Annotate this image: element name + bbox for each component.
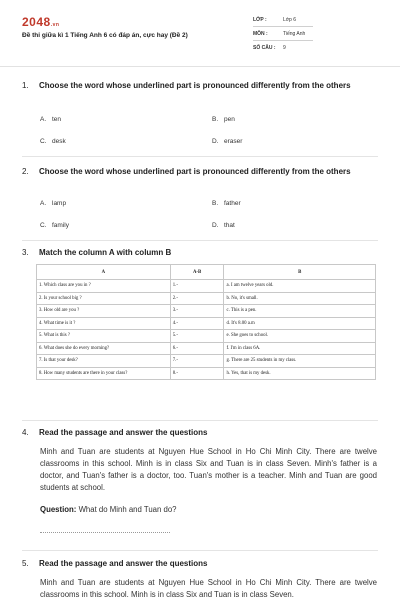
- question-3: [22, 247, 362, 258]
- cell-b: e. She goes to school.: [224, 330, 376, 343]
- table-header-row: [37, 265, 376, 280]
- question-prompt: What do Minh and Tuan do?: [78, 505, 177, 514]
- passage-question: [40, 505, 177, 514]
- cell-a: 3. How old are you ?: [37, 305, 171, 318]
- reading-passage: Minh and Tuan are students at Nguyen Hue School in Ho Chi Minh City. There are twelve classrooms in this school. Minh is in class Six and Tuan is in class Seven.: [40, 578, 377, 599]
- option-1b[interactable]: B. pen: [212, 116, 235, 123]
- table-row: [37, 355, 376, 368]
- column-header-ab: A-B: [170, 265, 224, 280]
- question-1: [22, 80, 362, 91]
- meta-label: SỐ CÂU :: [253, 45, 276, 51]
- cell-ab: 4.-: [170, 317, 224, 330]
- question-label: Question:: [40, 505, 77, 514]
- question-4: [22, 427, 362, 438]
- cell-a: 2. Is your school big ?: [37, 292, 171, 305]
- page-header: [0, 0, 400, 67]
- table-row: [37, 292, 376, 305]
- question-2: [22, 166, 362, 177]
- option-1d[interactable]: D. eraser: [212, 138, 243, 145]
- question-number: 3.: [22, 248, 29, 257]
- question-number: 2.: [22, 167, 29, 176]
- option-2a[interactable]: A. lamp: [40, 200, 67, 207]
- cell-a: 4. What time is it ?: [37, 317, 171, 330]
- question-number: 4.: [22, 428, 29, 437]
- cell-b: a. I am twelve years old.: [224, 280, 376, 293]
- cell-a: 6. What does she do every morning?: [37, 342, 171, 355]
- logo-suffix: .vn: [50, 22, 60, 28]
- table-row: [37, 330, 376, 343]
- cell-ab: 2.-: [170, 292, 224, 305]
- divider: [253, 26, 313, 27]
- question-5: [22, 558, 362, 569]
- cell-b: g. There are 25 students in my class.: [224, 355, 376, 368]
- question-text: Match the column A with column B: [39, 248, 172, 257]
- divider: [253, 40, 313, 41]
- meta-label: LỚP :: [253, 17, 267, 23]
- divider: [22, 240, 378, 241]
- question-text: Read the passage and answer the questions: [39, 559, 208, 568]
- meta-class: [253, 17, 296, 23]
- column-header-a: A: [37, 265, 171, 280]
- meta-value: Tiếng Anh: [283, 31, 306, 37]
- divider: [22, 550, 378, 551]
- cell-b: f. I'm in class 6A.: [224, 342, 376, 355]
- cell-ab: 6.-: [170, 342, 224, 355]
- cell-ab: 3.-: [170, 305, 224, 318]
- cell-a: 8. How many students are there in your class?: [37, 367, 171, 380]
- meta-count: [253, 45, 286, 51]
- cell-ab: 7.-: [170, 355, 224, 368]
- table-row: [37, 280, 376, 293]
- option-2d[interactable]: D. that: [212, 222, 235, 229]
- question-number: 5.: [22, 559, 29, 568]
- cell-ab: 8.-: [170, 367, 224, 380]
- cell-b: h. Yes, that is my desk.: [224, 367, 376, 380]
- divider: [22, 156, 378, 157]
- meta-subject: [253, 31, 305, 37]
- match-table: [36, 264, 376, 380]
- meta-value: 9: [283, 45, 286, 51]
- cell-b: b. No, it's small.: [224, 292, 376, 305]
- question-number: 1.: [22, 81, 29, 90]
- cell-a: 1. Which class are you in ?: [37, 280, 171, 293]
- reading-passage: Minh and Tuan are students at Nguyen Hue School in Ho Chi Minh City. There are twelve classrooms in this school. Minh is in class Six and Tuan is in class Seven. Minh's father is a doctor, and Tuan's father is a doctor, too. Tuan's mother is a teacher. Minh and Tuan are good students at school.: [40, 447, 377, 492]
- question-text: Read the passage and answer the questions: [39, 428, 208, 437]
- column-header-b: B: [224, 265, 376, 280]
- table-row: [37, 367, 376, 380]
- table-row: [37, 305, 376, 318]
- option-1a[interactable]: A. ten: [40, 116, 62, 123]
- option-2b[interactable]: B. father: [212, 200, 241, 207]
- question-text: Choose the word whose underlined part is pronounced differently from the others: [39, 81, 351, 90]
- site-logo[interactable]: [22, 15, 59, 29]
- cell-b: d. It's 8.00 a.m: [224, 317, 376, 330]
- table-row: [37, 342, 376, 355]
- logo-main: 2048: [22, 15, 51, 29]
- exam-title: Đề thi giữa kì 1 Tiếng Anh 6 có đáp án, cực hay (Đề 2): [22, 32, 188, 39]
- meta-label: MÔN :: [253, 31, 268, 37]
- table-row: [37, 317, 376, 330]
- cell-a: 7. Is that your desk?: [37, 355, 171, 368]
- cell-ab: 1.-: [170, 280, 224, 293]
- cell-b: c. This is a pen.: [224, 305, 376, 318]
- question-text: Choose the word whose underlined part is pronounced differently from the others: [39, 167, 351, 176]
- meta-value: Lớp 6: [283, 17, 297, 23]
- cell-ab: 5.-: [170, 330, 224, 343]
- cell-a: 5. What is this ?: [37, 330, 171, 343]
- answer-line[interactable]: [40, 532, 170, 533]
- divider: [22, 420, 378, 421]
- option-1c[interactable]: C. desk: [40, 138, 66, 145]
- option-2c[interactable]: C. family: [40, 222, 69, 229]
